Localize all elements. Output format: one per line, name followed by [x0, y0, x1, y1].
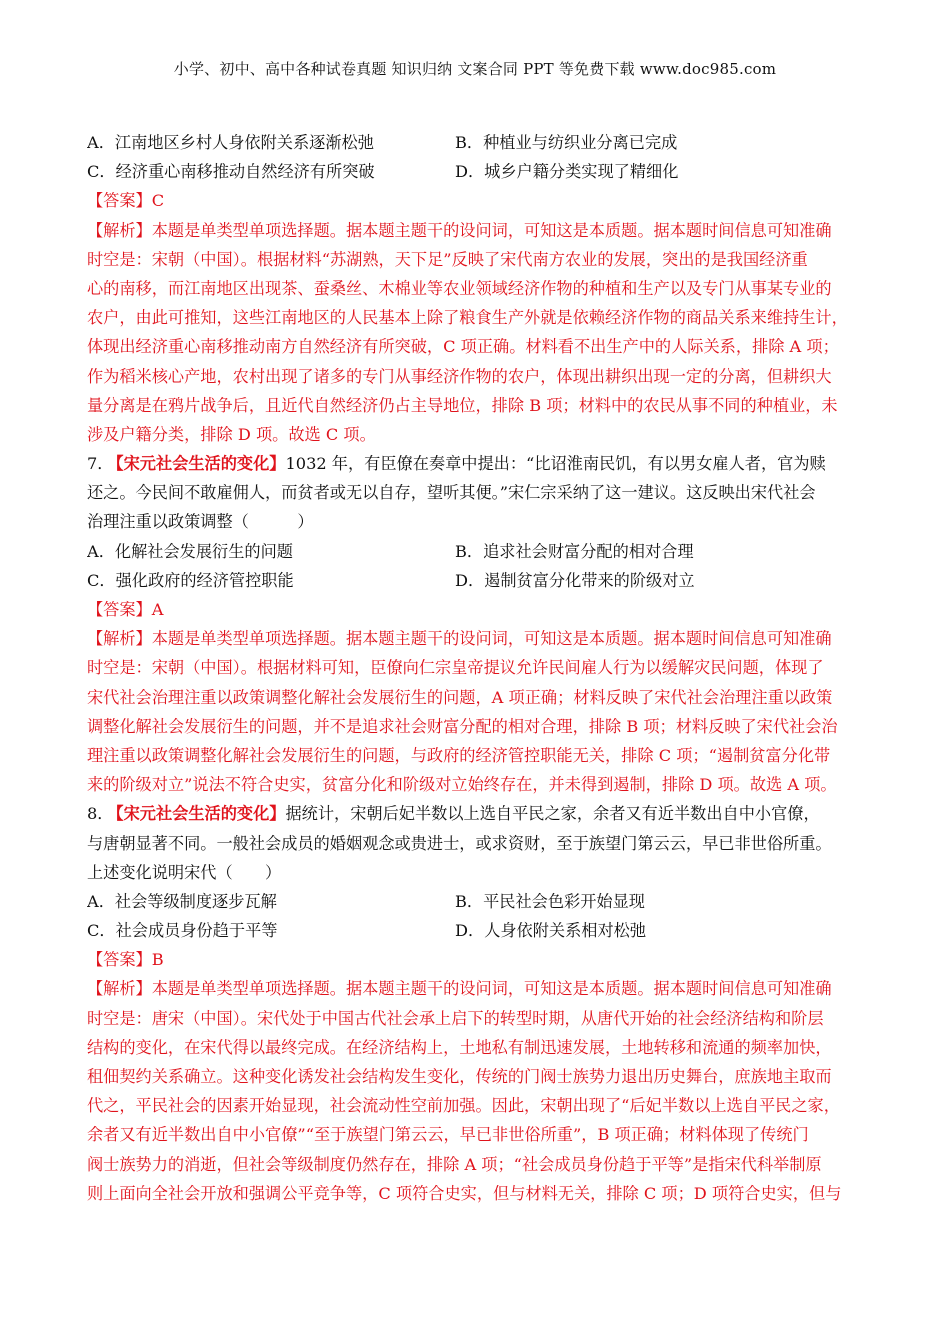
q8-options-row-2 — [87, 916, 872, 945]
analysis-line: 【解析】本题是单类型单项选择题。据本题主题干的设问词，可知这是本质题。据本题时间信息可知准确 — [87, 979, 832, 999]
analysis-line: 结构的变化，在宋代得以最终完成。在经济结构上，土地私有制迅速发展，土地转移和流通的频率加快， — [87, 1037, 832, 1057]
q7-options-row-1 — [87, 537, 872, 566]
q8-option-b: B．平民社会色彩开始显现 — [455, 891, 645, 911]
analysis-line: 时空是：唐宋（中国）。宋代处于中国古代社会承上启下的转型时期，从唐代开始的社会经济结构和阶层 — [87, 1008, 824, 1028]
analysis-line: 【解析】本题是单类型单项选择题。据本题主题干的设问词，可知这是本质题。据本题时间信息可知准确 — [87, 629, 832, 649]
analysis-line: 体现出经济重心南移推动南方自然经济有所突破，C 项正确。材料看不出生产中的人际关系，排除 A 项； — [87, 337, 839, 357]
q8-option-c: C．社会成员身份趋于平等 — [87, 921, 278, 941]
q6-option-d: D．城乡户籍分类实现了精细化 — [455, 162, 679, 182]
q8-stem-line — [87, 799, 872, 828]
q7-topic-tag: 【宋元社会生活的变化】 — [115, 454, 286, 474]
q8-stem-line: 与唐朝显著不同。一般社会成员的婚姻观念或贵进士，或求资财，至于族望门第云云，早已非世俗所重。 — [87, 833, 832, 853]
q8-answer: 【答案】B — [87, 950, 164, 970]
analysis-line: 来的阶级对立”说法不符合史实，贫富分化和阶级对立始终存在，并未得到遏制，排除 D 项。故选 A 项。 — [87, 775, 837, 795]
q8-number: 8． — [87, 804, 114, 824]
page-header: 小学、初中、高中各种试卷真题 知识归纳 文案合同 PPT 等免费下载 www.doc985.com — [173, 60, 777, 78]
analysis-line: 租佃契约关系确立。这种变化诱发社会结构发生变化，传统的门阀士族势力退出历史舞台，庶族地主取而 — [87, 1067, 832, 1086]
analysis-line: 理注重以政策调整化解社会发展衍生的问题，与政府的经济管控职能无关，排除 C 项；“遏制贫富分化带 — [87, 745, 831, 765]
q6-option-c: C．经济重心南移推动自然经济有所突破 — [87, 162, 375, 182]
analysis-line: 时空是：宋朝（中国）。根据材料“苏湖熟，天下足”反映了宋代南方农业的发展，突出的是我国经济重 — [87, 249, 808, 269]
q8-options-row-1 — [87, 887, 872, 916]
analysis-line: 时空是：宋朝（中国）。根据材料可知，臣僚向仁宗皇帝提议允许民间雇人行为以缓解灾民问题，体现了 — [87, 658, 824, 678]
analysis-line: 心的南移，而江南地区出现茶、蚕桑丝、木棉业等农业领域经济作物的种植和生产以及专门从事某专业的 — [87, 278, 832, 298]
q7-analysis — [87, 624, 872, 799]
analysis-line: 余者又有近半数出自中小官僚”“至于族望门第云云，早已非世俗所重”，B 项正确；材料体现了传统门 — [87, 1125, 809, 1145]
q7-stem-line: 治理注重以政策调整（ ） — [87, 512, 314, 532]
q6-options-row-1 — [87, 128, 872, 157]
q6-options-row-2 — [87, 157, 872, 186]
q8-topic-tag: 【宋元社会生活的变化】 — [115, 804, 286, 824]
content-body — [87, 128, 872, 1208]
q7-answer: 【答案】A — [87, 600, 164, 619]
q8-stem-text: 据统计，宋朝后妃半数以上选自平民之家，余者又有近半数出自中小官僚， — [285, 804, 820, 824]
q7-stem-text: 1032 年，有臣僚在奏章中提出：“比诏淮南民饥，有以男女雇人者，官为赎 — [285, 454, 826, 474]
analysis-line: 宋代社会治理注重以政策调整化解社会发展衍生的问题，A 项正确；材料反映了宋代社会治理注重以政策 — [87, 687, 833, 707]
q7-stem-line: 还之。今民间不敢雇佣人，而贫者或无以自存，望听其便。”宋仁宗采纳了这一建议。这反映出宋代社会 — [87, 483, 816, 503]
q6-option-a: A．江南地区乡村人身依附关系逐渐松弛 — [87, 133, 374, 152]
q8-option-d: D．人身依附关系相对松弛 — [455, 921, 647, 941]
q7-option-b: B．追求社会财富分配的相对合理 — [455, 541, 694, 561]
analysis-line: 阀士族势力的消逝，但社会等级制度仍然存在，排除 A 项；“社会成员身份趋于平等”是指宋代科举制原 — [87, 1154, 822, 1174]
q7-option-d: D．遏制贫富分化带来的阶级对立 — [455, 570, 695, 590]
analysis-line: 调整化解社会发展衍生的问题，并不是追求社会财富分配的相对合理，排除 B 项；材料反映了宋代社会治 — [87, 716, 838, 736]
q7-option-a: A．化解社会发展衍生的问题 — [87, 541, 293, 561]
q6-analysis — [87, 216, 872, 450]
q7-option-c: C．强化政府的经济管控职能 — [87, 570, 294, 590]
analysis-line: 代之，平民社会的因素开始显现，社会流动性空前加强。因此，宋朝出现了“后妃半数以上选自平民之家， — [87, 1096, 840, 1116]
analysis-line: 作为稻米核心产地，农村出现了诸多的专门从事经济作物的农户，体现出耕织出现一定的分离，但耕织大 — [87, 366, 832, 386]
q7-stem-line — [87, 449, 872, 478]
q7-options-row-2 — [87, 566, 872, 595]
q6-option-b: B．种植业与纺织业分离已完成 — [455, 133, 678, 152]
q8-stem-line: 上述变化说明宋代（ ） — [87, 862, 282, 882]
q8-option-a: A．社会等级制度逐步瓦解 — [87, 891, 277, 911]
q8-analysis — [87, 974, 872, 1208]
analysis-line: 则上面向全社会开放和强调公平竞争等，C 项符合史实，但与材料无关，排除 C 项；D 项符合史实，但与 — [87, 1183, 842, 1203]
analysis-line: 农户，由此可推知，这些江南地区的人民基本上除了粮食生产外就是依赖经济作物的商品关系来维持生计， — [87, 308, 848, 328]
q7-number: 7． — [87, 454, 114, 474]
q6-answer: 【答案】C — [87, 191, 165, 211]
analysis-line: 涉及户籍分类，排除 D 项。故选 C 项。 — [87, 424, 376, 444]
analysis-line: 量分离是在鸦片战争后，且近代自然经济仍占主导地位，排除 B 项；材料中的农民从事不同的种植业，未 — [87, 395, 838, 415]
analysis-line: 【解析】本题是单类型单项选择题。据本题主题干的设问词，可知这是本质题。据本题时间信息可知准确 — [87, 220, 832, 240]
